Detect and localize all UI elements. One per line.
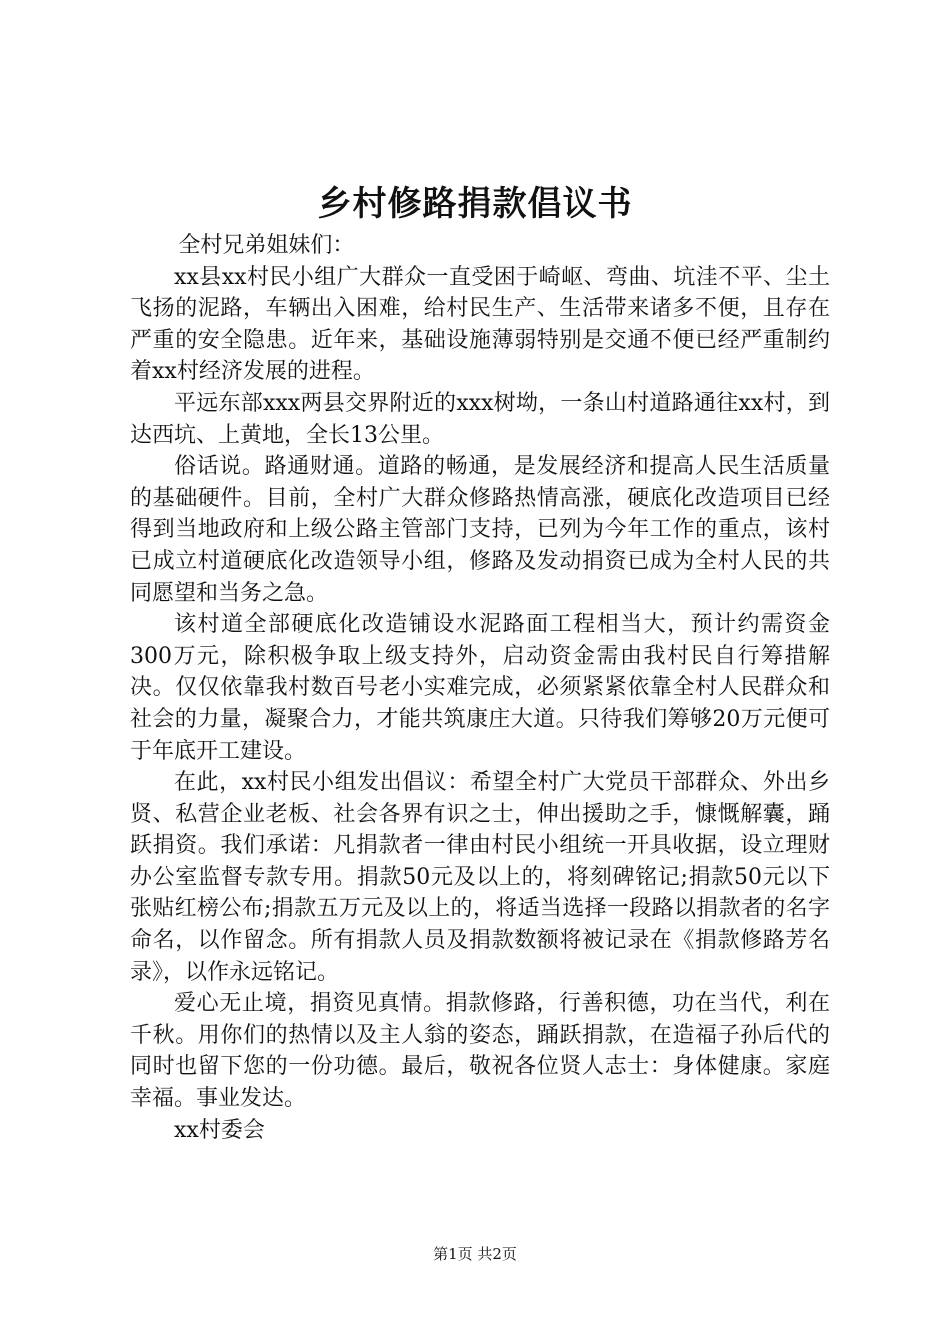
paragraph-2: 平远东部xxx两县交界附近的xxx树坳，一条山村道路通往xx村，到达西坑、上黄地，全长13公里。 — [130, 390, 830, 448]
paragraph-5: 在此，xx村民小组发出倡议：希望全村广大党员干部群众、外出乡贤、私营企业老板、社会各界有识之士，伸出援助之手，慷慨解囊，踊跃捐资。我们承诺：凡捐款者一律由村民小组统一开具收据，设立理财办公室监督专款专用。捐款50元及以上的，将刻碑铭记;捐款50元以下张贴红榜公布;捐款五万元及以上的，将适当选择一段路以捐款者的名字命名，以作留念。所有捐款人员及捐款数额将被记录在《捐款修路芳名录》，以作永远铭记。 — [130, 770, 830, 985]
page-footer: 第1页 共2页 — [433, 1245, 517, 1263]
paragraph-1: xx县xx村民小组广大群众一直受困于崎岖、弯曲、坑洼不平、尘土飞扬的泥路，车辆出入困难，给村民生产、生活带来诸多不便，且存在严重的安全隐患。近年来，基础设施薄弱特别是交通不便已经严重制约着xx村经济发展的进程。 — [130, 264, 830, 385]
document-title: 乡村修路捐款倡议书 — [317, 184, 633, 224]
salutation: 全村兄弟姐妹们： — [178, 233, 355, 258]
document-body — [130, 230, 830, 1146]
signature: xx村委会 — [174, 1117, 265, 1143]
paragraph-3: 俗话说。路通财通。道路的畅通，是发展经济和提高人民生活质量的基础硬件。目前，全村广大群众修路热情高涨，硬底化改造项目已经得到当地政府和上级公路主管部门支持，已列为今年工作的重点，该村已成立村道硬底化改造领导小组，修路及发动捐资已成为全村人民的共同愿望和当务之急。 — [130, 454, 830, 606]
paragraph-4: 该村道全部硬底化改造铺设水泥路面工程相当大，预计约需资金300万元，除积极争取上级支持外，启动资金需由我村民自行筹措解决。仅仅依靠我村数百号老小实难完成，必须紧紧依靠全村人民群众和社会的力量，凝聚合力，才能共筑康庄大道。只待我们筹够20万元便可于年底开工建设。 — [130, 612, 830, 764]
paragraph-6: 爱心无止境，捐资见真情。捐款修路，行善积德，功在当代，利在千秋。用你们的热情以及主人翁的姿态，踊跃捐款，在造福子孙后代的同时也留下您的一份功德。最后，敬祝各位贤人志士：身体健康。家庭幸福。事业发达。 — [130, 991, 830, 1112]
